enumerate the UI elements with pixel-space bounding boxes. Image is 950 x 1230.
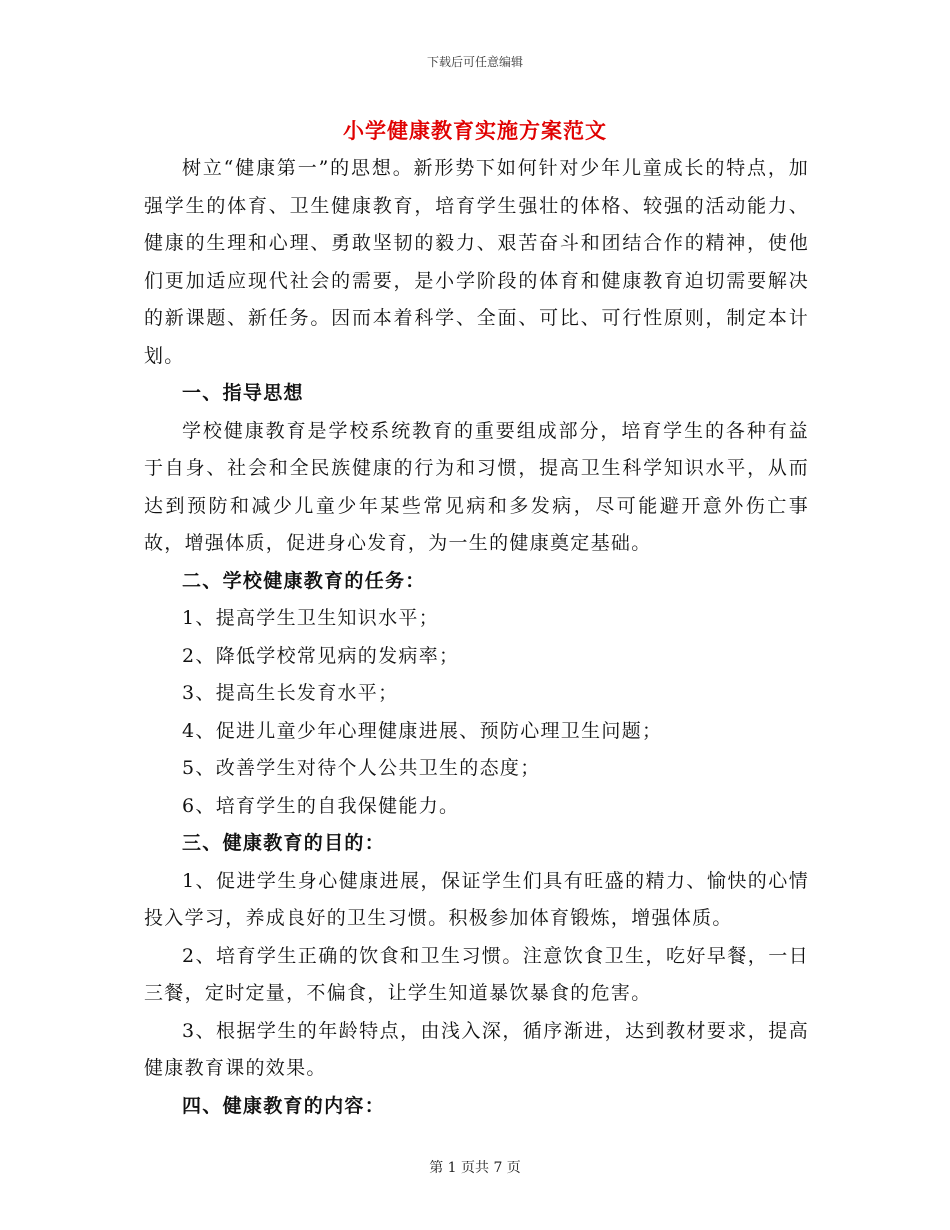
section-paragraph-guiding-ideology: 学校健康教育是学校系统教育的重要组成部分，培育学生的各种有益于自身、社会和全民族健康的行为和习惯，提高卫生科学知识水平，从而达到预防和减少儿童少年某些常见病和多发病，尽可能避开意外伤亡事故，增强体质，促进身心发育，为一生的健康奠定基础。	[144, 419, 809, 554]
section-heading-content: 四、健康教育的内容：	[182, 1094, 386, 1117]
task-item: 4、促进儿童少年心理健康进展、预防心理卫生问题；	[182, 719, 663, 742]
task-item: 5、改善学生对待个人公共卫生的态度；	[182, 757, 541, 779]
task-item: 1、提高学生卫生知识水平；	[182, 607, 439, 629]
goal-item: 2、培育学生正确的饮食和卫生习惯。注意饮食卫生，吃好早餐，一日三餐，定时定量，不偏食，让学生知道暴饮暴食的危害。	[144, 944, 809, 1004]
intro-paragraph: 树立“健康第一”的思想。新形势下如何针对少年儿童成长的特点，加强学生的体育、卫生健康教育，培育学生强壮的体格、较强的活动能力、健康的生理和心理、勇敢坚韧的毅力、艰苦奋斗和团结合作的精神，使他们更加适应现代社会的需要，是小学阶段的体育和健康教育迫切需要解决的新课题、新任务。因而本着科学、全面、可比、可行性原则，制定本计划。	[144, 157, 809, 367]
section-heading-tasks: 二、学校健康教育的任务：	[182, 569, 426, 592]
document-body	[144, 150, 809, 1125]
document-title: 小学健康教育实施方案范文	[343, 118, 607, 143]
section-heading-guiding-ideology: 一、指导思想	[182, 382, 304, 404]
page-footer: 第 1 页共 7 页	[429, 1160, 521, 1176]
task-item: 3、提高生长发育水平；	[182, 682, 399, 704]
goal-item: 1、促进学生身心健康进展，保证学生们具有旺盛的精力、愉快的心情投入学习，养成良好的卫生习惯。积极参加体育锻炼，增强体质。	[144, 869, 809, 929]
goal-item: 3、根据学生的年龄特点，由浅入深，循序渐进，达到教材要求，提高健康教育课的效果。	[144, 1019, 809, 1079]
task-item: 2、降低学校常见病的发病率；	[182, 644, 460, 667]
section-heading-goals: 三、健康教育的目的：	[182, 832, 386, 854]
task-item: 6、培育学生的自我保健能力。	[182, 794, 460, 817]
header-note: 下载后可任意编辑	[426, 55, 523, 69]
